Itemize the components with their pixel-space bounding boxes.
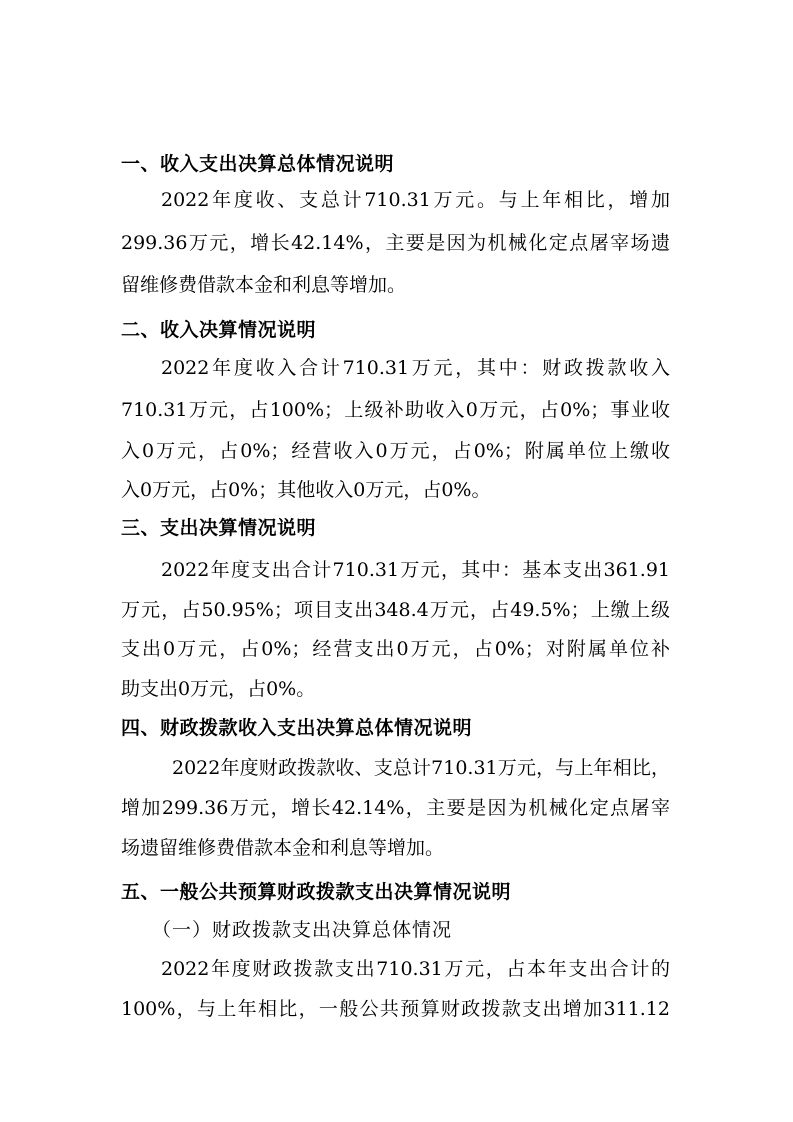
section-2-line-2: 710.31万元，占100%；上级补助收入0万元，占0%；事业收 — [121, 399, 670, 421]
section-2-line-3: 入0万元，占0%；经营收入0万元，占0%；附属单位上缴收 — [121, 440, 670, 462]
section-4-line-3: 场遗留维修费借款本金和利息等增加。 — [121, 837, 445, 859]
section-2-heading: 二、收入决算情况说明 — [121, 319, 317, 341]
section-1-line-3: 留维修费借款本金和利息等增加。 — [121, 274, 407, 296]
section-1-line-2: 299.36万元，增长42.14%，主要是因为机械化定点屠宰场遗 — [121, 232, 670, 254]
section-5-subheading: （一）财政拨款支出决算总体情况 — [152, 919, 453, 941]
section-3-line-4: 助支出0万元，占0%。 — [121, 678, 316, 700]
section-2-line-1: 2022年度收入合计710.31万元，其中：财政拨款收入 — [161, 357, 670, 379]
section-4-heading: 四、财政拨款收入支出决算总体情况说明 — [121, 717, 473, 739]
section-5-line-1: 2022年度财政拨款支出710.31万元，占本年支出合计的 — [161, 958, 670, 980]
section-3-line-1: 2022年度支出合计710.31万元，其中：基本支出361.91 — [161, 559, 670, 581]
section-4-line-2: 增加299.36万元，增长42.14%，主要是因为机械化定点屠宰 — [121, 797, 670, 819]
section-5-line-2: 100%，与上年相比，一般公共预算财政拨款支出增加311.12 — [121, 998, 670, 1020]
section-3-line-3: 支出0万元，占0%；经营支出0万元，占0%；对附属单位补 — [121, 638, 670, 660]
section-2-line-4: 入0万元，占0%；其他收入0万元，占0%。 — [121, 479, 491, 501]
section-5-heading: 五、一般公共预算财政拨款支出决算情况说明 — [121, 881, 512, 903]
section-1-heading: 一、收入支出决算总体情况说明 — [121, 153, 395, 175]
section-4-line-1: 2022年度财政拨款收、支总计710.31万元，与上年相比， — [172, 757, 670, 779]
section-1-line-1: 2022年度收、支总计710.31万元。与上年相比，增加 — [161, 189, 670, 211]
section-3-heading: 三、支出决算情况说明 — [121, 517, 317, 539]
section-3-line-2: 万元，占50.95%；项目支出348.4万元，占49.5%；上缴上级 — [121, 599, 670, 621]
